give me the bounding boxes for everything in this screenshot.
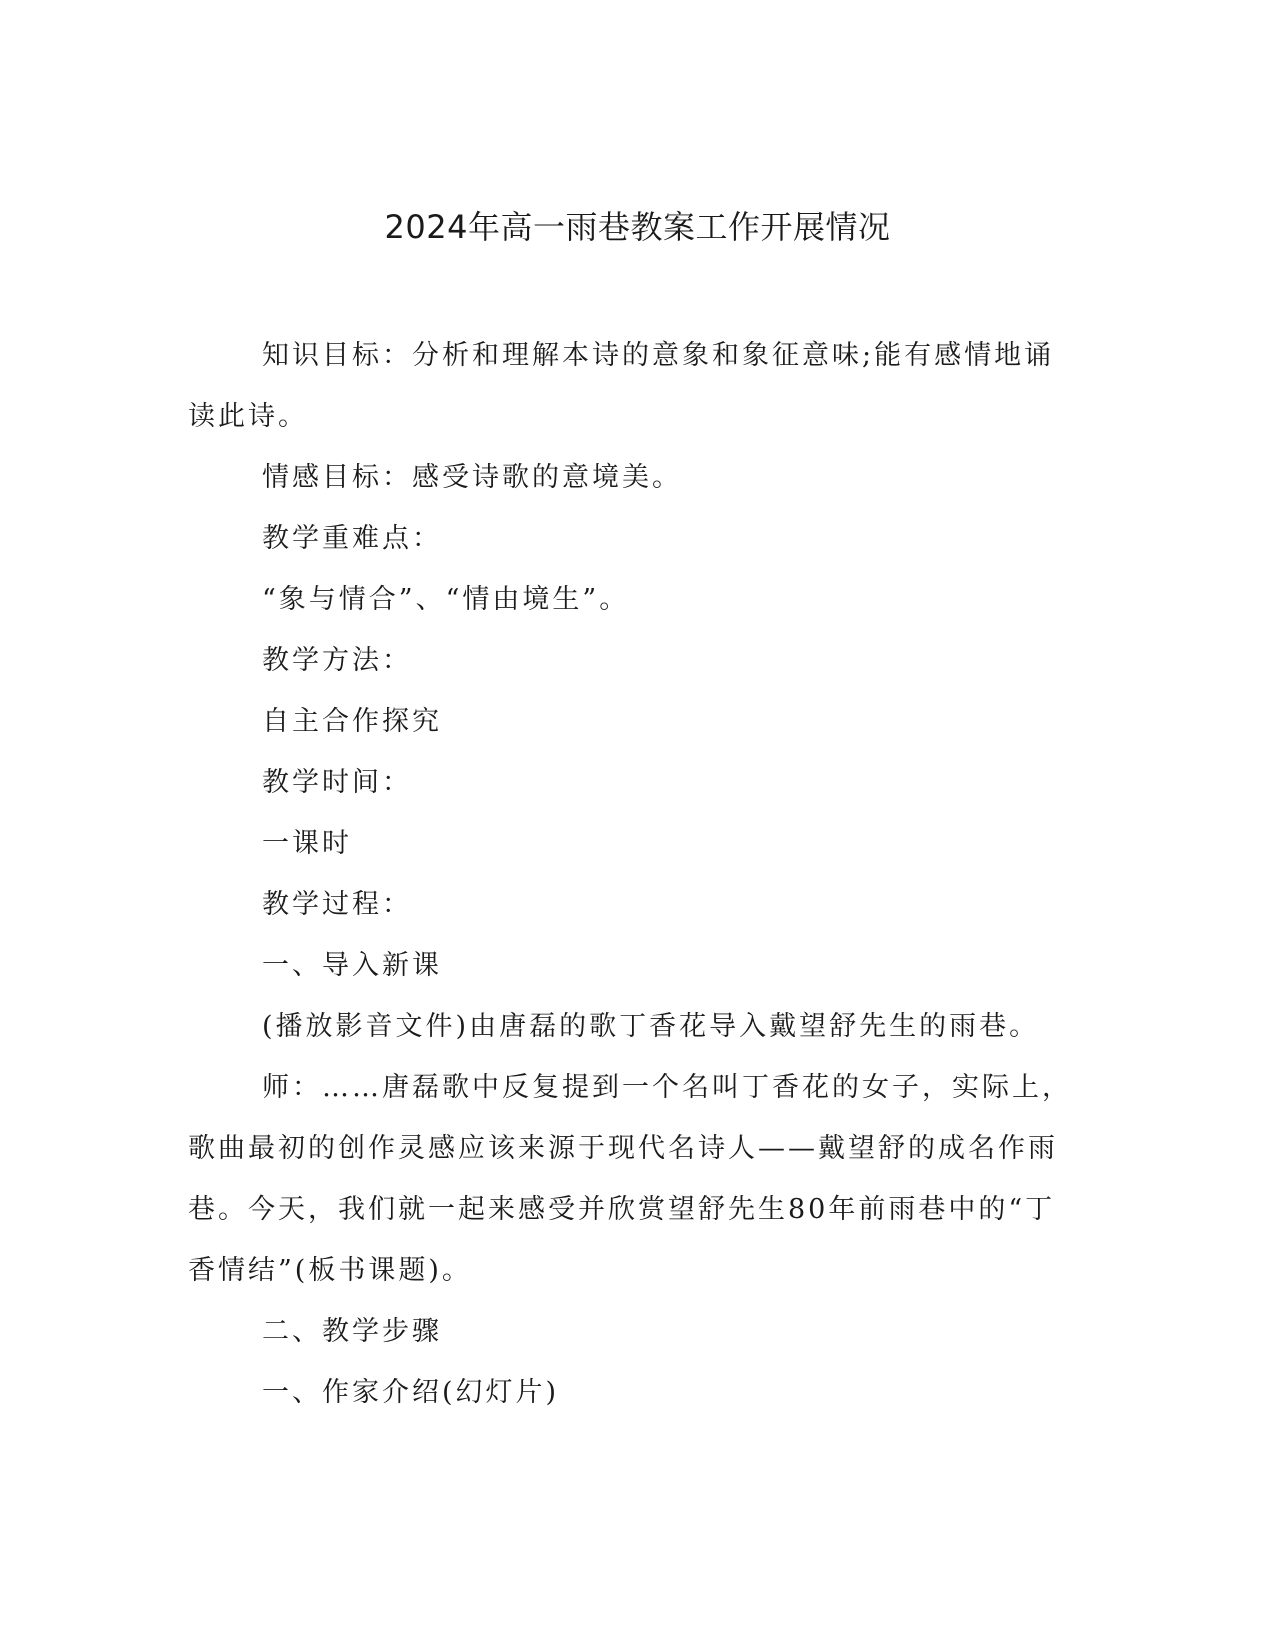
- paragraph-knowledge-goal: 知识目标：分析和理解本诗的意象和象征意味;能有感情地诵读此诗。: [188, 340, 1055, 432]
- document-title: 2024年高一雨巷教案工作开展情况: [384, 208, 891, 246]
- paragraph-intro-heading: 一、导入新课: [262, 950, 442, 981]
- paragraph-key-points-heading: 教学重难点：: [262, 523, 442, 554]
- paragraph-method: 自主合作探究: [262, 706, 442, 737]
- document-body: [188, 325, 1078, 1423]
- paragraph-key-points: “象与情合”、“情由境生”。: [262, 584, 630, 615]
- paragraph-teacher-speech: 师：……唐磊歌中反复提到一个名叫丁香花的女子，实际上，歌曲最初的创作灵感应该来源于现代名诗人——戴望舒的成名作雨巷。今天，我们就一起来感受并欣赏望舒先生80年前雨巷中的“丁香情结”(板书课题)。: [188, 1072, 1072, 1286]
- paragraph-author-intro: 一、作家介绍(幻灯片): [262, 1377, 560, 1408]
- paragraph-intro-media: (播放影音文件)由唐磊的歌丁香花导入戴望舒先生的雨巷。: [262, 1011, 1040, 1042]
- paragraph-time: 一课时: [262, 828, 352, 859]
- paragraph-emotion-goal: 情感目标：感受诗歌的意境美。: [262, 462, 682, 493]
- paragraph-time-heading: 教学时间：: [262, 767, 412, 798]
- paragraph-process-heading: 教学过程：: [262, 889, 412, 920]
- paragraph-method-heading: 教学方法：: [262, 645, 412, 676]
- paragraph-steps-heading: 二、教学步骤: [262, 1316, 442, 1347]
